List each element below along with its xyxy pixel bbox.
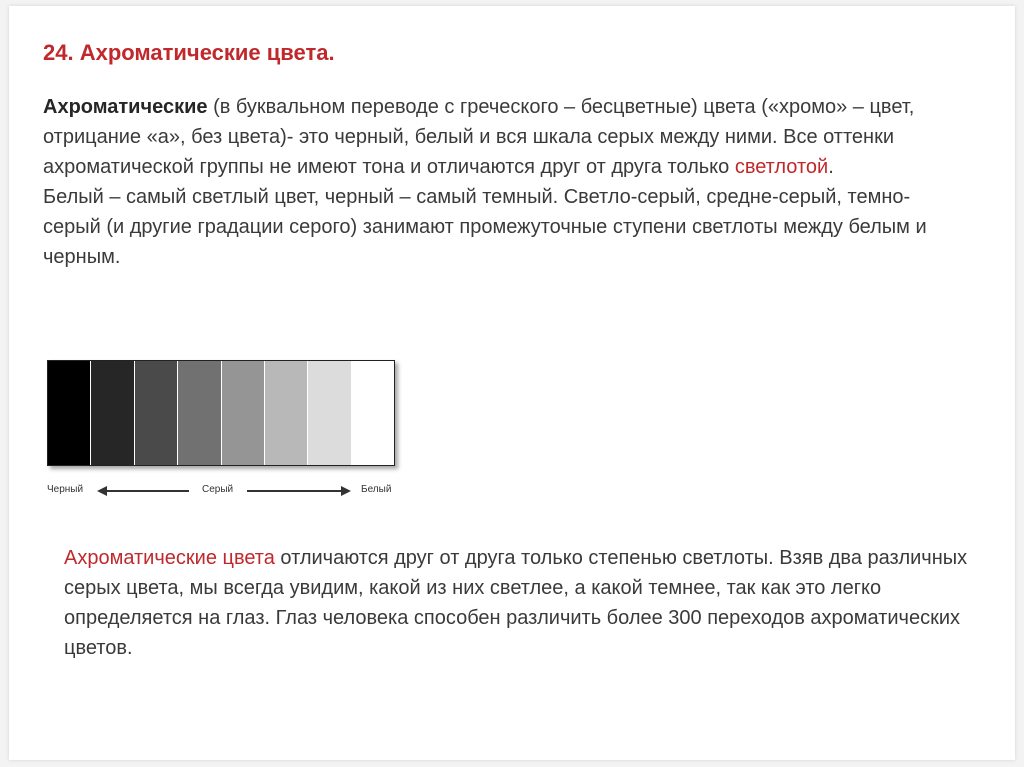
swatch-5 [222,361,265,465]
intro-paragraph [43,92,943,272]
bold-term: Ахроматические [43,96,208,118]
swatch-1 [48,361,91,465]
arrow-left-icon [97,485,189,497]
swatch-3 [135,361,178,465]
grayscale-figure [47,360,395,495]
label-white: Белый [361,484,392,495]
slide-title: 24. Ахроматические цвета. [43,40,335,65]
label-black: Черный [47,484,84,495]
conclusion-text: отличаются друг от друга только степенью светлоты. Взяв два различных серых цвета, мы всегда увидим, какой из них светлее, а какой темнее, так как это легко определяется на глаз. Глаз человека способен различить более 300 переходов ахроматических цветов. [64,547,968,659]
swatch-6 [265,361,308,465]
swatch-7 [308,361,351,465]
grayscale-bar [47,360,395,466]
highlight-lightness: светлотой [734,156,829,178]
label-gray: Серый [202,484,234,495]
intro-line-2: Белый – самый светлый цвет, черный – самый темный. Светло-серый, средне-серый, темно-серый (и другие градации серого) занимают промежуточные ступени светлоты между белым и черным. [43,186,927,268]
intro-text-a: (в буквальном переводе с греческого – бесцветные) цвета («хромо» – цвет, отрицание «а», без цвета)- это черный, белый и вся шкала серых между ними. Все оттенки ахроматической группы не имеют тона и отличаются друг от друга только [43,96,915,178]
scale-labels [47,484,395,498]
conclusion-paragraph [64,543,1004,663]
slide [9,6,1015,760]
swatch-2 [91,361,134,465]
swatch-8 [352,361,394,465]
highlight-achromatic: Ахроматические цвета [64,547,275,569]
intro-text-b: . [828,156,834,178]
arrow-right-icon [247,485,351,497]
swatch-4 [178,361,221,465]
